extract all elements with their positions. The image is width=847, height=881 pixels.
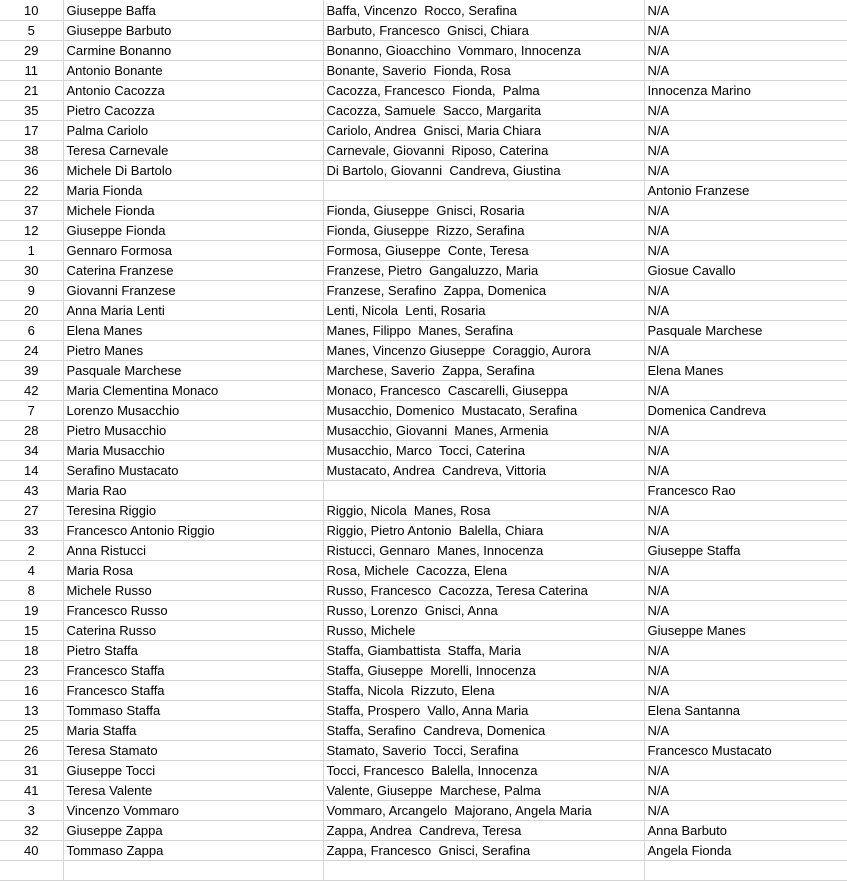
name-cell[interactable]: Lorenzo Musacchio xyxy=(63,401,323,421)
parents-cell[interactable]: Vommaro, Arcangelo Majorano, Angela Maria xyxy=(323,801,644,821)
name-cell[interactable]: Gennaro Formosa xyxy=(63,241,323,261)
table-row xyxy=(0,221,847,241)
spouse-cell[interactable]: Francesco Mustacato xyxy=(644,741,847,761)
spouse-cell[interactable]: N/A xyxy=(644,681,847,701)
parents-cell[interactable]: Stamato, Saverio Tocci, Serafina xyxy=(323,741,644,761)
spouse-cell[interactable]: Angela Fionda xyxy=(644,841,847,861)
id-cell[interactable]: 21 xyxy=(0,81,63,101)
table-row xyxy=(0,641,847,661)
name-cell[interactable]: Giuseppe Fionda xyxy=(63,221,323,241)
spouse-cell[interactable]: N/A xyxy=(644,241,847,261)
spouse-cell[interactable]: N/A xyxy=(644,381,847,401)
spouse-cell[interactable]: Elena Manes xyxy=(644,361,847,381)
spouse-cell[interactable]: N/A xyxy=(644,341,847,361)
id-cell[interactable]: 4 xyxy=(0,561,63,581)
spouse-cell[interactable]: N/A xyxy=(644,581,847,601)
table-row xyxy=(0,661,847,681)
id-cell[interactable]: 32 xyxy=(0,821,63,841)
table-row xyxy=(0,321,847,341)
parents-cell[interactable]: Russo, Michele xyxy=(323,621,644,641)
table-row xyxy=(0,841,847,861)
parents-cell[interactable]: Manes, Vincenzo Giuseppe Coraggio, Aurora xyxy=(323,341,644,361)
name-cell[interactable]: Francesco Antonio Riggio xyxy=(63,521,323,541)
id-cell[interactable]: 14 xyxy=(0,461,63,481)
spouse-cell[interactable]: N/A xyxy=(644,21,847,41)
parents-cell[interactable]: Mustacato, Andrea Candreva, Vittoria xyxy=(323,461,644,481)
table-row xyxy=(0,381,847,401)
table-row xyxy=(0,621,847,641)
id-cell[interactable]: 31 xyxy=(0,761,63,781)
name-cell[interactable]: Caterina Russo xyxy=(63,621,323,641)
id-cell[interactable]: 1 xyxy=(0,241,63,261)
spouse-cell[interactable]: N/A xyxy=(644,441,847,461)
spouse-cell[interactable] xyxy=(644,861,847,881)
spouse-cell[interactable]: N/A xyxy=(644,101,847,121)
table-row xyxy=(0,41,847,61)
name-cell[interactable]: Tommaso Zappa xyxy=(63,841,323,861)
spouse-cell[interactable]: N/A xyxy=(644,641,847,661)
parents-cell[interactable]: Russo, Francesco Cacozza, Teresa Caterina xyxy=(323,581,644,601)
name-cell[interactable]: Giovanni Franzese xyxy=(63,281,323,301)
table-row xyxy=(0,601,847,621)
name-cell[interactable]: Maria Rao xyxy=(63,481,323,501)
name-cell[interactable]: Maria Fionda xyxy=(63,181,323,201)
table-row xyxy=(0,121,847,141)
spouse-cell[interactable]: N/A xyxy=(644,301,847,321)
parents-cell[interactable]: Monaco, Francesco Cascarelli, Giuseppa xyxy=(323,381,644,401)
id-cell[interactable]: 12 xyxy=(0,221,63,241)
id-cell[interactable]: 37 xyxy=(0,201,63,221)
id-cell[interactable]: 38 xyxy=(0,141,63,161)
id-cell[interactable]: 30 xyxy=(0,261,63,281)
id-cell[interactable]: 9 xyxy=(0,281,63,301)
name-cell[interactable]: Teresina Riggio xyxy=(63,501,323,521)
id-cell[interactable]: 2 xyxy=(0,541,63,561)
parents-cell[interactable]: Zappa, Francesco Gnisci, Serafina xyxy=(323,841,644,861)
table-row xyxy=(0,281,847,301)
table-row xyxy=(0,501,847,521)
name-cell[interactable]: Vincenzo Vommaro xyxy=(63,801,323,821)
name-cell[interactable]: Pietro Cacozza xyxy=(63,101,323,121)
parents-cell[interactable]: Rosa, Michele Cacozza, Elena xyxy=(323,561,644,581)
parents-cell[interactable]: Musacchio, Marco Tocci, Caterina xyxy=(323,441,644,461)
table-row xyxy=(0,781,847,801)
id-cell[interactable]: 33 xyxy=(0,521,63,541)
id-cell[interactable]: 26 xyxy=(0,741,63,761)
name-cell[interactable]: Francesco Russo xyxy=(63,601,323,621)
spouse-cell[interactable]: N/A xyxy=(644,281,847,301)
table-row xyxy=(0,0,847,21)
name-cell[interactable]: Maria Clementina Monaco xyxy=(63,381,323,401)
name-cell[interactable]: Tommaso Staffa xyxy=(63,701,323,721)
spouse-cell[interactable]: Antonio Franzese xyxy=(644,181,847,201)
parents-cell[interactable]: Di Bartolo, Giovanni Candreva, Giustina xyxy=(323,161,644,181)
spouse-cell[interactable]: N/A xyxy=(644,161,847,181)
name-cell[interactable]: Anna Maria Lenti xyxy=(63,301,323,321)
spouse-cell[interactable]: N/A xyxy=(644,41,847,61)
parents-cell[interactable]: Valente, Giuseppe Marchese, Palma xyxy=(323,781,644,801)
parents-cell[interactable]: Musacchio, Domenico Mustacato, Serafina xyxy=(323,401,644,421)
name-cell[interactable]: Palma Cariolo xyxy=(63,121,323,141)
table-row xyxy=(0,821,847,841)
spouse-cell[interactable]: N/A xyxy=(644,201,847,221)
id-cell[interactable]: 29 xyxy=(0,41,63,61)
table-row xyxy=(0,361,847,381)
parents-cell[interactable]: Franzese, Pietro Gangaluzzo, Maria xyxy=(323,261,644,281)
spouse-cell[interactable]: Giuseppe Staffa xyxy=(644,541,847,561)
parents-cell[interactable]: Cariolo, Andrea Gnisci, Maria Chiara xyxy=(323,121,644,141)
spouse-cell[interactable]: Elena Santanna xyxy=(644,701,847,721)
parents-cell[interactable]: Bonante, Saverio Fionda, Rosa xyxy=(323,61,644,81)
id-cell[interactable]: 35 xyxy=(0,101,63,121)
spouse-cell[interactable]: N/A xyxy=(644,0,847,21)
parents-cell[interactable]: Carnevale, Giovanni Riposo, Caterina xyxy=(323,141,644,161)
spouse-cell[interactable]: Francesco Rao xyxy=(644,481,847,501)
spouse-cell[interactable]: N/A xyxy=(644,601,847,621)
parents-cell[interactable]: Cacozza, Samuele Sacco, Margarita xyxy=(323,101,644,121)
name-cell[interactable]: Giuseppe Barbuto xyxy=(63,21,323,41)
id-cell[interactable]: 23 xyxy=(0,661,63,681)
table-row xyxy=(0,261,847,281)
parents-cell[interactable]: Franzese, Serafino Zappa, Domenica xyxy=(323,281,644,301)
parents-cell[interactable]: Baffa, Vincenzo Rocco, Serafina xyxy=(323,0,644,21)
name-cell[interactable]: Michele Fionda xyxy=(63,201,323,221)
id-cell[interactable]: 22 xyxy=(0,181,63,201)
name-cell[interactable]: Serafino Mustacato xyxy=(63,461,323,481)
id-cell[interactable] xyxy=(0,861,63,881)
name-cell[interactable]: Antonio Bonante xyxy=(63,61,323,81)
table-row xyxy=(0,201,847,221)
parents-cell[interactable]: Musacchio, Giovanni Manes, Armenia xyxy=(323,421,644,441)
id-cell[interactable]: 11 xyxy=(0,61,63,81)
name-cell[interactable]: Teresa Stamato xyxy=(63,741,323,761)
spouse-cell[interactable]: N/A xyxy=(644,521,847,541)
id-cell[interactable]: 3 xyxy=(0,801,63,821)
name-cell[interactable]: Francesco Staffa xyxy=(63,681,323,701)
id-cell[interactable]: 34 xyxy=(0,441,63,461)
name-cell[interactable]: Anna Ristucci xyxy=(63,541,323,561)
spouse-cell[interactable]: N/A xyxy=(644,461,847,481)
table-row xyxy=(0,341,847,361)
parents-cell[interactable]: Cacozza, Francesco Fionda, Palma xyxy=(323,81,644,101)
parents-cell[interactable]: Barbuto, Francesco Gnisci, Chiara xyxy=(323,21,644,41)
parents-cell[interactable]: Formosa, Giuseppe Conte, Teresa xyxy=(323,241,644,261)
table-row xyxy=(0,101,847,121)
id-cell[interactable]: 5 xyxy=(0,21,63,41)
spouse-cell[interactable]: N/A xyxy=(644,781,847,801)
id-cell[interactable]: 6 xyxy=(0,321,63,341)
id-cell[interactable]: 24 xyxy=(0,341,63,361)
name-cell[interactable]: Giuseppe Zappa xyxy=(63,821,323,841)
id-cell[interactable]: 15 xyxy=(0,621,63,641)
spouse-cell[interactable]: N/A xyxy=(644,721,847,741)
parents-cell[interactable]: Riggio, Nicola Manes, Rosa xyxy=(323,501,644,521)
table-row xyxy=(0,681,847,701)
id-cell[interactable]: 7 xyxy=(0,401,63,421)
id-cell[interactable]: 8 xyxy=(0,581,63,601)
name-cell[interactable]: Pietro Staffa xyxy=(63,641,323,661)
spouse-cell[interactable]: N/A xyxy=(644,421,847,441)
spouse-cell[interactable]: N/A xyxy=(644,121,847,141)
table-row xyxy=(0,581,847,601)
spouse-cell[interactable]: N/A xyxy=(644,501,847,521)
spouse-cell[interactable]: N/A xyxy=(644,661,847,681)
spouse-cell[interactable]: N/A xyxy=(644,61,847,81)
parents-cell[interactable]: Staffa, Prospero Vallo, Anna Maria xyxy=(323,701,644,721)
parents-cell[interactable]: Bonanno, Gioacchino Vommaro, Innocenza xyxy=(323,41,644,61)
spouse-cell[interactable]: N/A xyxy=(644,561,847,581)
parents-cell[interactable]: Fionda, Giuseppe Rizzo, Serafina xyxy=(323,221,644,241)
id-cell[interactable]: 17 xyxy=(0,121,63,141)
table-row xyxy=(0,421,847,441)
id-cell[interactable]: 10 xyxy=(0,0,63,21)
spouse-cell[interactable]: Giuseppe Manes xyxy=(644,621,847,641)
table-row xyxy=(0,521,847,541)
id-cell[interactable]: 16 xyxy=(0,681,63,701)
name-cell[interactable]: Antonio Cacozza xyxy=(63,81,323,101)
parents-cell[interactable]: Tocci, Francesco Balella, Innocenza xyxy=(323,761,644,781)
id-cell[interactable]: 36 xyxy=(0,161,63,181)
spouse-cell[interactable]: N/A xyxy=(644,221,847,241)
table-row xyxy=(0,401,847,421)
table-row xyxy=(0,81,847,101)
table-row xyxy=(0,541,847,561)
name-cell[interactable]: Pasquale Marchese xyxy=(63,361,323,381)
table-row xyxy=(0,561,847,581)
table-row xyxy=(0,301,847,321)
name-cell[interactable]: Francesco Staffa xyxy=(63,661,323,681)
parents-cell[interactable]: Staffa, Serafino Candreva, Domenica xyxy=(323,721,644,741)
parents-cell[interactable]: Staffa, Giambattista Staffa, Maria xyxy=(323,641,644,661)
name-cell[interactable]: Elena Manes xyxy=(63,321,323,341)
spouse-cell[interactable]: N/A xyxy=(644,801,847,821)
table-row xyxy=(0,141,847,161)
table-row xyxy=(0,441,847,461)
table-row xyxy=(0,481,847,501)
table-row xyxy=(0,161,847,181)
id-cell[interactable]: 20 xyxy=(0,301,63,321)
id-cell[interactable]: 27 xyxy=(0,501,63,521)
name-cell[interactable]: Michele Di Bartolo xyxy=(63,161,323,181)
table-row xyxy=(0,21,847,41)
name-cell[interactable]: Teresa Carnevale xyxy=(63,141,323,161)
parents-cell[interactable]: Fionda, Giuseppe Gnisci, Rosaria xyxy=(323,201,644,221)
parents-cell[interactable]: Staffa, Giuseppe Morelli, Innocenza xyxy=(323,661,644,681)
parents-cell[interactable]: Lenti, Nicola Lenti, Rosaria xyxy=(323,301,644,321)
id-cell[interactable]: 42 xyxy=(0,381,63,401)
table-row xyxy=(0,701,847,721)
name-cell[interactable]: Giuseppe Baffa xyxy=(63,0,323,21)
table-row xyxy=(0,721,847,741)
parents-cell[interactable] xyxy=(323,861,644,881)
name-cell[interactable]: Maria Musacchio xyxy=(63,441,323,461)
parents-cell[interactable] xyxy=(323,181,644,201)
name-cell[interactable]: Maria Staffa xyxy=(63,721,323,741)
table-row xyxy=(0,861,847,881)
parents-cell[interactable] xyxy=(323,481,644,501)
name-cell[interactable]: Carmine Bonanno xyxy=(63,41,323,61)
spouse-cell[interactable]: Domenica Candreva xyxy=(644,401,847,421)
id-cell[interactable]: 39 xyxy=(0,361,63,381)
parents-cell[interactable]: Manes, Filippo Manes, Serafina xyxy=(323,321,644,341)
name-cell[interactable]: Pietro Manes xyxy=(63,341,323,361)
parents-cell[interactable]: Marchese, Saverio Zappa, Serafina xyxy=(323,361,644,381)
name-cell[interactable]: Teresa Valente xyxy=(63,781,323,801)
table-row xyxy=(0,461,847,481)
name-cell[interactable]: Giuseppe Tocci xyxy=(63,761,323,781)
parents-cell[interactable]: Russo, Lorenzo Gnisci, Anna xyxy=(323,601,644,621)
parents-cell[interactable]: Zappa, Andrea Candreva, Teresa xyxy=(323,821,644,841)
id-cell[interactable]: 18 xyxy=(0,641,63,661)
spouse-cell[interactable]: Pasquale Marchese xyxy=(644,321,847,341)
spouse-cell[interactable]: Innocenza Marino xyxy=(644,81,847,101)
table-row xyxy=(0,761,847,781)
name-cell[interactable]: Maria Rosa xyxy=(63,561,323,581)
parents-cell[interactable]: Riggio, Pietro Antonio Balella, Chiara xyxy=(323,521,644,541)
spouse-cell[interactable]: N/A xyxy=(644,761,847,781)
spouse-cell[interactable]: N/A xyxy=(644,141,847,161)
id-cell[interactable]: 43 xyxy=(0,481,63,501)
id-cell[interactable]: 25 xyxy=(0,721,63,741)
id-cell[interactable]: 40 xyxy=(0,841,63,861)
name-cell[interactable]: Caterina Franzese xyxy=(63,261,323,281)
spouse-cell[interactable]: Anna Barbuto xyxy=(644,821,847,841)
id-cell[interactable]: 41 xyxy=(0,781,63,801)
parents-cell[interactable]: Staffa, Nicola Rizzuto, Elena xyxy=(323,681,644,701)
table-row xyxy=(0,61,847,81)
spouse-cell[interactable]: Giosue Cavallo xyxy=(644,261,847,281)
name-cell[interactable]: Pietro Musacchio xyxy=(63,421,323,441)
id-cell[interactable]: 13 xyxy=(0,701,63,721)
table-row xyxy=(0,801,847,821)
parents-cell[interactable]: Ristucci, Gennaro Manes, Innocenza xyxy=(323,541,644,561)
table-row xyxy=(0,241,847,261)
name-cell[interactable] xyxy=(63,861,323,881)
id-cell[interactable]: 28 xyxy=(0,421,63,441)
table-row xyxy=(0,741,847,761)
table-row xyxy=(0,181,847,201)
id-cell[interactable]: 19 xyxy=(0,601,63,621)
name-cell[interactable]: Michele Russo xyxy=(63,581,323,601)
